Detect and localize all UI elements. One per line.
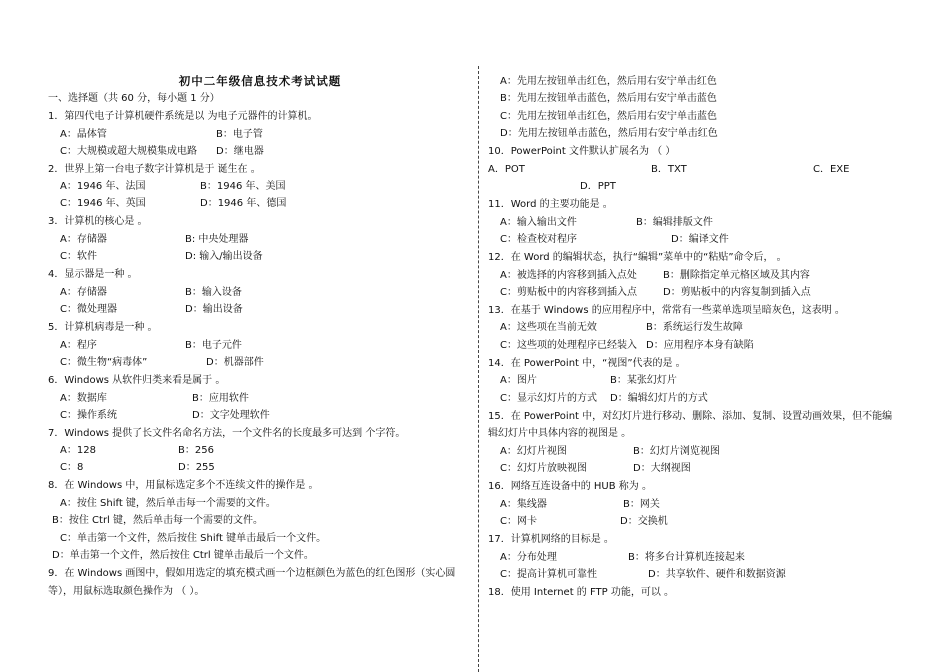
answer-option-q1-c: C：大规模或超大规模集成电路 (60, 146, 197, 157)
answer-option-q10-a: A．POT (488, 164, 525, 175)
question-text-q14: 14．在 PowerPoint 中，“视图”代表的是 。 (488, 358, 686, 369)
answer-option-q13-d: D：应用程序本身有缺陷 (646, 340, 754, 351)
answer-option-q6-b: B：应用软件 (192, 393, 249, 404)
answer-option-q15-b: B：幻灯片浏览视图 (633, 446, 720, 457)
answer-option-q10-b: B．TXT (651, 164, 687, 175)
question-text-q3: 3．计算机的核心是 。 (48, 216, 148, 227)
answer-option-q11-d: D：编译文件 (671, 234, 729, 245)
answer-option-q2-b: B：1946 年、美国 (200, 181, 286, 192)
answer-option-q14-a: A：图片 (500, 375, 537, 386)
answer-option-q8-b: B：按住 Ctrl 键，然后单击每一个需要的文件。 (52, 515, 264, 526)
answer-option-q9-a: A：先用左按钮单击红色，然后用右安宁单击红色 (500, 76, 717, 87)
answer-option-q10-d: D．PPT (580, 181, 616, 192)
answer-option-q14-b: B：某张幻灯片 (610, 375, 677, 386)
answer-option-q6-c: C：操作系统 (60, 410, 117, 421)
question-text-q9-1: 9．在 Windows 画图中，假如用选定的填充模式画一个边框颜色为蓝色的红色图形（实心圆 (48, 568, 456, 579)
question-text-q18: 18．使用 Internet 的 FTP 功能，可以 。 (488, 587, 675, 598)
answer-option-q15-c: C：幻灯片放映视图 (500, 463, 587, 474)
answer-option-q1-b: B：电子管 (216, 129, 263, 140)
question-text-q16: 16．网络互连设备中的 HUB 称为 。 (488, 481, 652, 492)
question-text-q5: 5．计算机病毒是一种 。 (48, 322, 158, 333)
answer-option-q10-c: C．EXE (813, 164, 850, 175)
column-divider (478, 66, 479, 672)
answer-option-q16-c: C：网卡 (500, 516, 537, 527)
answer-option-q11-a: A：输入输出文件 (500, 217, 577, 228)
answer-option-q4-a: A：存储器 (60, 287, 107, 298)
question-text-q9-2: 等），用鼠标选取颜色操作为 （ ）。 (48, 586, 205, 597)
answer-option-q4-b: B：输入设备 (185, 287, 242, 298)
answer-option-q9-d: D：先用左按钮单击蓝色，然后用右安宁单击红色 (500, 128, 718, 139)
answer-option-q17-c: C：提高计算机可靠性 (500, 569, 597, 580)
question-text-q10: 10．PowerPoint 文件默认扩展名为 （ ） (488, 146, 676, 157)
answer-option-q15-d: D：大纲视图 (633, 463, 691, 474)
answer-option-q17-d: D：共享软件、硬件和数据资源 (648, 569, 786, 580)
question-text-q6: 6．Windows 从软件归类来看是属于 。 (48, 375, 226, 386)
answer-option-q4-c: C：微处理器 (60, 304, 117, 315)
answer-option-q7-a: A：128 (60, 445, 96, 456)
answer-option-q11-c: C：检查校对程序 (500, 234, 577, 245)
question-text-q4: 4．显示器是一种 。 (48, 269, 138, 280)
answer-option-q2-d: D：1946 年、德国 (200, 198, 287, 209)
answer-option-q9-c: C：先用左按钮单击红色，然后用右安宁单击蓝色 (500, 111, 717, 122)
answer-option-q11-b: B：编辑排版文件 (636, 217, 713, 228)
answer-option-q7-b: B：256 (178, 445, 214, 456)
answer-option-q3-c: C：软件 (60, 251, 97, 262)
answer-option-q8-a: A：按住 Shift 键，然后单击每一个需要的文件。 (60, 498, 276, 509)
answer-option-q12-b: B：删除指定单元格区域及其内容 (663, 270, 810, 281)
answer-option-q13-b: B：系统运行发生故障 (646, 322, 743, 333)
answer-option-q15-a: A：幻灯片视图 (500, 446, 567, 457)
answer-option-q5-d: D：机器部件 (206, 357, 264, 368)
question-text-q7: 7．Windows 提供了长文件名命名方法，一个文件名的长度最多可达到 个字符。 (48, 428, 406, 439)
section-heading: 一、选择题（共 60 分，每小题 1 分） (48, 93, 220, 104)
answer-option-q17-b: B：将多台计算机连接起来 (628, 552, 745, 563)
answer-option-q14-d: D：编辑幻灯片的方式 (610, 393, 708, 404)
answer-option-q5-a: A：程序 (60, 340, 97, 351)
answer-option-q4-d: D：输出设备 (185, 304, 243, 315)
answer-option-q8-d: D：单击第一个文件，然后按住 Ctrl 键单击最后一个文件。 (52, 550, 314, 561)
answer-option-q12-a: A：被选择的内容移到插入点处 (500, 270, 637, 281)
answer-option-q16-b: B：网关 (623, 499, 660, 510)
answer-option-q17-a: A：分布处理 (500, 552, 557, 563)
document-title: 初中二年级信息技术考试试题 (178, 74, 342, 88)
question-text-q13: 13．在基于 Windows 的应用程序中，常常有一些菜单选项呈暗灰色，这表明 。 (488, 305, 845, 316)
answer-option-q3-b: B: 中央处理器 (185, 234, 249, 245)
answer-option-q13-c: C：这些项的处理程序已经装入 (500, 340, 637, 351)
answer-option-q8-c: C：单击第一个文件，然后按住 Shift 键单击最后一个文件。 (60, 533, 327, 544)
answer-option-q1-a: A：晶体管 (60, 129, 107, 140)
question-text-q15-1: 15．在 PowerPoint 中，对幻灯片进行移动、删除、添加、复制、设置动画效果，但不能编 (488, 411, 893, 422)
answer-option-q5-c: C：微生物“病毒体” (60, 357, 148, 368)
answer-option-q16-a: A：集线器 (500, 499, 547, 510)
question-text-q8: 8．在 Windows 中，用鼠标选定多个不连续文件的操作是 。 (48, 480, 319, 491)
question-text-q17: 17．计算机网络的目标是 。 (488, 534, 614, 545)
answer-option-q2-c: C：1946 年、英国 (60, 198, 146, 209)
answer-option-q16-d: D：交换机 (620, 516, 668, 527)
answer-option-q12-c: C：剪贴板中的内容移到插入点 (500, 287, 637, 298)
answer-option-q14-c: C：显示幻灯片的方式 (500, 393, 597, 404)
answer-option-q6-a: A：数据库 (60, 393, 107, 404)
question-text-q2: 2．世界上第一台电子数字计算机是于 诞生在 。 (48, 164, 261, 175)
question-text-q11: 11．Word 的主要功能是 。 (488, 199, 613, 210)
question-text-q1: 1．第四代电子计算机硬件系统是以 为电子元器件的计算机。 (48, 111, 318, 122)
question-text-q15-2: 辑幻灯片中具体内容的视图是 。 (488, 428, 632, 439)
answer-option-q5-b: B：电子元件 (185, 340, 242, 351)
answer-option-q7-c: C：8 (60, 462, 84, 473)
answer-option-q1-d: D：继电器 (216, 146, 264, 157)
answer-option-q2-a: A：1946 年、法国 (60, 181, 146, 192)
question-text-q12: 12．在 Word 的编辑状态，执行“编辑”菜单中的“粘贴”命令后， 。 (488, 252, 787, 263)
answer-option-q12-d: D：剪贴板中的内容复制到插入点 (663, 287, 811, 298)
answer-option-q7-d: D：255 (178, 462, 215, 473)
answer-option-q3-d: D: 输入/输出设备 (185, 251, 263, 262)
answer-option-q3-a: A：存储器 (60, 234, 107, 245)
answer-option-q6-d: D：文字处理软件 (192, 410, 270, 421)
answer-option-q9-b: B：先用左按钮单击蓝色，然后用右安宁单击蓝色 (500, 93, 717, 104)
answer-option-q13-a: A：这些项在当前无效 (500, 322, 597, 333)
